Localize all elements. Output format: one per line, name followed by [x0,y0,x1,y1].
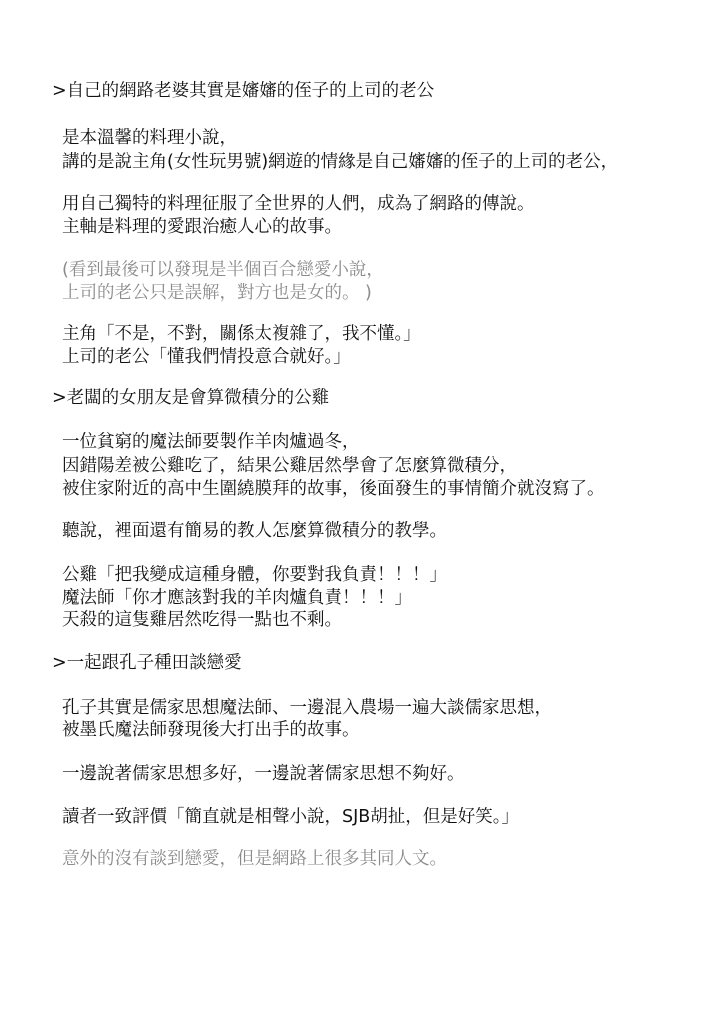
body-line: 天殺的這隻雞居然吃得一點也不剩。 [62,610,342,630]
body-line: 因錯陽差被公雞吃了，結果公雞居然學會了怎麼算微積分， [62,456,517,476]
body-line: 講的是說主角(女性玩男號)網遊的情緣是自己嬸嬸的侄子的上司的老公， [62,152,619,172]
body-line: 用自己獨特的料理征服了全世界的人們，成為了網路的傳說。 [62,194,535,214]
body-line: 魔法師「你才應該對我的羊肉爐負責！！！」 [62,588,412,608]
body-line: 被住家附近的高中生圍繞膜拜的故事，後面發生的事情簡介就沒寫了。 [62,479,605,499]
body-line: 主軸是料理的愛跟治癒人心的故事。 [62,217,342,237]
body-line: 被墨氏魔法師發現後大打出手的故事。 [62,720,360,740]
section-heading: >自己的網路老婆其實是嬸嬸的侄子的上司的老公 [52,81,435,101]
body-line: 意外的沒有談到戀愛，但是網路上很多其同人文。 [62,849,447,869]
body-line: 公雞「把我變成這種身體，你要對我負責！！！」 [62,565,447,585]
body-line: 一邊說著儒家思想多好，一邊說著儒家思想不夠好。 [62,764,465,784]
body-line: 上司的老公只是誤解，對方也是女的。 ) [62,283,372,303]
body-line: 主角「不是，不對，關係太複雜了，我不懂。」 [62,324,421,344]
body-line: 聽說，裡面還有簡易的教人怎麼算微積分的教學。 [62,521,447,541]
section-heading: >一起跟孔子種田談戀愛 [52,653,242,673]
body-line: 讀者一致評價「簡直就是相聲小說，SJB胡扯，但是好笑。」 [62,807,520,827]
body-line: 孔子其實是儒家思想魔法師、一邊混入農場一遍大談儒家思想， [62,698,552,718]
section-heading: >老闆的女朋友是會算微積分的公雞 [52,388,330,408]
body-line: 上司的老公「懂我們情投意合就好。」 [62,347,351,367]
body-line: 一位貧窮的魔法師要製作羊肉爐過冬， [62,432,360,452]
body-line: 是本溫馨的料理小說， [62,128,237,148]
body-line: (看到最後可以發現是半個百合戀愛小說， [62,260,384,280]
